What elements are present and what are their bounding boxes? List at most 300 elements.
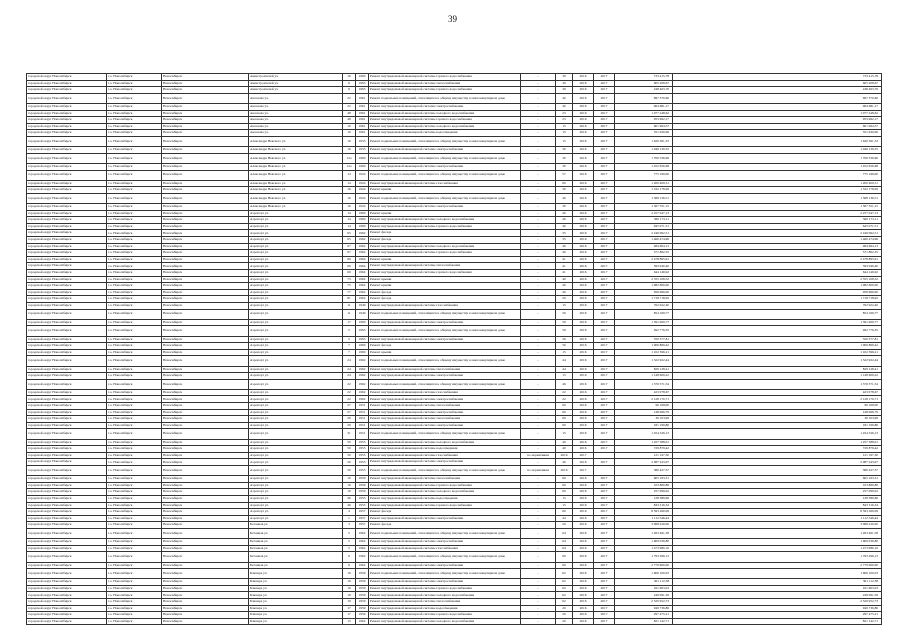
end-year-cell: 2017 (594, 170, 615, 180)
table-row (27, 180, 882, 187)
street-cell: Бетонная ул. (249, 562, 343, 569)
work-type-cell: Ремонт внутридомовой инженерной системы холодного водоснабжения (369, 217, 521, 224)
house-cell: 19 (343, 585, 356, 592)
start-year-cell: 2016 (573, 123, 594, 130)
street-cell: Аэропорт ул. (249, 276, 343, 283)
house-cell: 77 (343, 289, 356, 296)
year-cell: 1959 (356, 592, 369, 599)
start-year-cell: 2016 (573, 136, 594, 146)
start-year-cell: 2016 (573, 476, 594, 483)
method-cell: - (521, 217, 556, 224)
locality-cell: Новосибирск (162, 147, 249, 154)
locality-cell: Новосибирск (162, 515, 249, 522)
city-cell: г.о. Новосибирск (107, 74, 162, 81)
cost-cell: 257 099,02 (615, 489, 673, 496)
year-cell: 1962 (356, 379, 369, 389)
count-cell: 56 (556, 326, 573, 336)
count-cell: 62 (556, 585, 573, 592)
locality-cell: Новосибирск (162, 612, 249, 619)
cost-cell: 1 567 351,15 (615, 204, 673, 211)
cost-cell: 821 142,71 (615, 618, 673, 625)
table-row (27, 74, 882, 81)
start-year-cell: 2016 (573, 343, 594, 350)
house-cell: 67 (343, 250, 356, 257)
year-cell: 1961 (356, 93, 369, 103)
street-cell: Аэропорт ул. (249, 446, 343, 453)
total-cost-cell: 644 146,92 (673, 270, 882, 277)
locality-cell: Новосибирск (162, 123, 249, 130)
method-cell: - (521, 153, 556, 163)
start-year-cell: 2016 (573, 489, 594, 496)
okrug-cell: городской округ Новосибирск (27, 283, 107, 290)
end-year-cell: 2017 (594, 276, 615, 283)
count-cell: 41 (556, 263, 573, 270)
total-cost-cell: 1 332 178,09 (673, 187, 882, 194)
street-cell: Блюхера ул. (249, 605, 343, 612)
year-cell: 1964 (356, 256, 369, 263)
work-type-cell: Ремонт внутридомовой инженерной системы электроснабжения (369, 147, 521, 154)
total-cost-cell: 128 389,66 (673, 495, 882, 502)
house-cell: 27 (343, 409, 356, 416)
house-cell: 15 (343, 618, 356, 625)
house-cell: 22 (343, 103, 356, 110)
work-type-cell: Ремонт фасада (369, 230, 521, 237)
total-cost-cell: 1 609 036,80 (673, 539, 882, 546)
method-cell: - (521, 389, 556, 396)
year-cell: 1951 (356, 422, 369, 429)
okrug-cell: городской округ Новосибирск (27, 459, 107, 466)
start-year-cell: 2016 (573, 103, 594, 110)
total-cost-cell: 1 368 136,51 (673, 193, 882, 203)
locality-cell: Новосибирск (162, 204, 249, 211)
street-cell: Аэропорт ул. (249, 309, 343, 319)
cost-cell: 956 966,00 (615, 289, 673, 296)
city-cell: г.о. Новосибирск (107, 163, 162, 170)
method-cell: по нормативам (521, 452, 556, 459)
okrug-cell: городской округ Новосибирск (27, 276, 107, 283)
work-type-cell: Ремонт внутридомовой инженерной системы газоснабжения (369, 302, 521, 309)
city-cell: г.о. Новосибирск (107, 422, 162, 429)
end-year-cell: 2017 (594, 439, 615, 446)
city-cell: г.о. Новосибирск (107, 373, 162, 380)
year-cell: 1963 (356, 87, 369, 94)
street-cell: Аэропорт ул. (249, 459, 343, 466)
city-cell: г.о. Новосибирск (107, 170, 162, 180)
house-cell: 27 (343, 403, 356, 410)
total-cost-cell: 593 040,40 (673, 263, 882, 270)
table-row (27, 366, 882, 373)
count-cell: 15 (556, 302, 573, 309)
city-cell: г.о. Новосибирск (107, 153, 162, 163)
work-type-cell: Ремонт подвальных помещений, относящихся к общему имуществу в многоквартирном доме (369, 309, 521, 319)
method-cell: - (521, 422, 556, 429)
count-cell: 40 (556, 250, 573, 257)
start-year-cell: 2016 (573, 592, 594, 599)
method-cell: - (521, 193, 556, 203)
year-cell: 1960 (356, 210, 369, 217)
cost-cell: 762 922,40 (615, 302, 673, 309)
total-cost-cell: 1 906 869,42 (673, 343, 882, 350)
street-cell: Аэропорт ул. (249, 373, 343, 380)
table-row (27, 87, 882, 94)
cost-cell: 1 322 922,44 (615, 356, 673, 366)
house-cell: 1 (343, 515, 356, 522)
count-cell: 44 (556, 515, 573, 522)
okrug-cell: городской округ Новосибирск (27, 210, 107, 217)
house-cell: 22 (343, 93, 356, 103)
total-cost-cell: 1 452 656,68 (673, 163, 882, 170)
table-row (27, 217, 882, 224)
total-cost-cell: 645 071,51 (673, 223, 882, 230)
locality-cell: Новосибирск (162, 502, 249, 509)
start-year-cell: 2016 (573, 389, 594, 396)
start-year-cell: 2016 (573, 223, 594, 230)
page-number: 39 (448, 14, 457, 24)
cost-cell: 964 681,17 (615, 103, 673, 110)
house-cell: 31 (343, 429, 356, 439)
work-type-cell: Ремонт внутридомовой инженерной системы теплоснабжения (369, 599, 521, 606)
start-year-cell: 2016 (573, 539, 594, 546)
cost-cell: 1 046 139,35 (615, 147, 673, 154)
end-year-cell: 2017 (594, 180, 615, 187)
start-year-cell: 2016 (573, 502, 594, 509)
street-cell: Аэропорт ул. (249, 403, 343, 410)
locality-cell: Новосибирск (162, 522, 249, 529)
end-year-cell: 2017 (594, 80, 615, 87)
total-cost-cell: 2 087 243,07 (673, 459, 882, 466)
count-cell: 23 (556, 110, 573, 117)
start-year-cell: 2016 (573, 528, 594, 538)
cost-cell: 181 199,86 (615, 422, 673, 429)
total-cost-cell: 361 112,38 (673, 579, 882, 586)
cost-cell: 843 316,34 (615, 502, 673, 509)
work-type-cell: Ремонт подвальных помещений, относящихся к общему имуществу в многоквартирном доме (369, 552, 521, 562)
okrug-cell: городской округ Новосибирск (27, 243, 107, 250)
year-cell: 1961 (356, 103, 369, 110)
locality-cell: Новосибирск (162, 283, 249, 290)
method-cell: - (521, 605, 556, 612)
total-cost-cell: 697 370,60 (673, 93, 882, 103)
year-cell: 1955 (356, 466, 369, 476)
table-row (27, 618, 882, 625)
locality-cell: Новосибирск (162, 80, 249, 87)
total-cost-cell: 560 173,11 (673, 217, 882, 224)
street-cell: Аэропорт ул. (249, 289, 343, 296)
end-year-cell: 2017 (594, 74, 615, 81)
city-cell: г.о. Новосибирск (107, 482, 162, 489)
method-cell: - (521, 136, 556, 146)
method-cell: - (521, 230, 556, 237)
year-cell: 1959 (356, 482, 369, 489)
work-type-cell: Ремонт внутридомовой инженерной системы горячего водоснабжения (369, 87, 521, 94)
year-cell: 1961 (356, 117, 369, 124)
count-cell: 56 (556, 343, 573, 350)
total-cost-cell: 8 593 260,09 (673, 509, 882, 516)
locality-cell: Новосибирск (162, 180, 249, 187)
total-cost-cell: 821 142,71 (673, 618, 882, 625)
cost-cell: 605 208,67 (615, 80, 673, 87)
okrug-cell: городской округ Новосибирск (27, 446, 107, 453)
end-year-cell: 2017 (594, 243, 615, 250)
end-year-cell: 2017 (594, 193, 615, 203)
street-cell: Аэропорт ул. (249, 482, 343, 489)
start-year-cell: 2016 (573, 336, 594, 343)
method-cell: - (521, 439, 556, 446)
year-cell: 1959 (356, 476, 369, 483)
locality-cell: Новосибирск (162, 276, 249, 283)
table-row (27, 599, 882, 606)
start-year-cell: 2016 (573, 599, 594, 606)
street-cell: Аксенова ул. (249, 110, 343, 117)
method-cell: - (521, 403, 556, 410)
table-row (27, 562, 882, 569)
year-cell: 1962 (356, 230, 369, 237)
street-cell: Александра Невского ул. (249, 180, 343, 187)
end-year-cell: 2017 (594, 569, 615, 579)
count-cell: 30 (556, 187, 573, 194)
house-cell: 22 (343, 379, 356, 389)
start-year-cell: 2016 (573, 217, 594, 224)
house-cell: 22 (343, 389, 356, 396)
locality-cell: Новосибирск (162, 117, 249, 124)
count-cell: 62 (556, 592, 573, 599)
end-year-cell: 2017 (594, 296, 615, 303)
okrug-cell: городской округ Новосибирск (27, 618, 107, 625)
cost-cell: 953 962,17 (615, 117, 673, 124)
cost-cell: 1 906 869,42 (615, 343, 673, 350)
total-cost-cell: 949 736,86 (673, 605, 882, 612)
total-cost-cell: 953 962,17 (673, 117, 882, 124)
city-cell: г.о. Новосибирск (107, 250, 162, 257)
okrug-cell: городской округ Новосибирск (27, 147, 107, 154)
work-type-cell: Ремонт внутридомовой инженерной системы теплоснабжения (369, 366, 521, 373)
okrug-cell: городской округ Новосибирск (27, 123, 107, 130)
city-cell: г.о. Новосибирск (107, 349, 162, 356)
house-cell: 10 (343, 136, 356, 146)
table-row (27, 289, 882, 296)
okrug-cell: городской округ Новосибирск (27, 502, 107, 509)
work-type-cell: Ремонт внутридомовой инженерной системы электроснабжения (369, 562, 521, 569)
house-cell: 69 (343, 270, 356, 277)
locality-cell: Новосибирск (162, 569, 249, 579)
street-cell: Аэропорт ул. (249, 283, 343, 290)
street-cell: Аэропорт ул. (249, 379, 343, 389)
okrug-cell: городской округ Новосибирск (27, 110, 107, 117)
end-year-cell: 2017 (594, 409, 615, 416)
house-cell: 10 (343, 147, 356, 154)
street-cell: Аэропорт ул. (249, 319, 343, 326)
year-cell: 1935 (356, 136, 369, 146)
house-cell: 50 (343, 452, 356, 459)
city-cell: г.о. Новосибирск (107, 204, 162, 211)
city-cell: г.о. Новосибирск (107, 270, 162, 277)
year-cell: 1955 (356, 459, 369, 466)
total-cost-cell: 1 473 980,16 (673, 545, 882, 552)
locality-cell: Новосибирск (162, 379, 249, 389)
count-cell: 15 (556, 136, 573, 146)
start-year-cell: 2016 (573, 422, 594, 429)
count-cell: 46 (556, 379, 573, 389)
locality-cell: Новосибирск (162, 599, 249, 606)
street-cell: Аэропорт ул. (249, 223, 343, 230)
year-cell: 1959 (356, 605, 369, 612)
cost-cell: 1 718 718,92 (615, 296, 673, 303)
city-cell: г.о. Новосибирск (107, 403, 162, 410)
cost-cell: 1 706 336,96 (615, 153, 673, 163)
work-type-cell: Ремонт внутридомовой инженерной системы газоснабжения (369, 452, 521, 459)
method-cell: - (521, 210, 556, 217)
okrug-cell: городской округ Новосибирск (27, 250, 107, 257)
locality-cell: Новосибирск (162, 250, 249, 257)
total-cost-cell: 729 879,42 (673, 446, 882, 453)
house-cell: 11 (343, 309, 356, 319)
year-cell: 1962 (356, 366, 369, 373)
start-year-cell: 2016 (573, 509, 594, 516)
street-cell: Бетонная ул. (249, 522, 343, 529)
count-cell: 41 (556, 270, 573, 277)
count-cell: 15 (556, 373, 573, 380)
start-year-cell: 2016 (573, 605, 594, 612)
total-cost-cell: 103 860,89 (673, 482, 882, 489)
table-row (27, 539, 882, 546)
year-cell: 1924 (356, 193, 369, 203)
cost-cell: 249 091,59 (615, 592, 673, 599)
street-cell: Аэропорт ул. (249, 336, 343, 343)
end-year-cell: 2017 (594, 336, 615, 343)
okrug-cell: городской округ Новосибирск (27, 319, 107, 326)
total-cost-cell: 350 377,81 (673, 336, 882, 343)
street-cell: Бетонная ул. (249, 545, 343, 552)
city-cell: г.о. Новосибирск (107, 592, 162, 599)
city-cell: г.о. Новосибирск (107, 416, 162, 423)
house-cell: 9 (343, 562, 356, 569)
cost-cell: 1 473 980,16 (615, 545, 673, 552)
start-year-cell: 2016 (573, 250, 594, 257)
count-cell: 44 (556, 356, 573, 366)
start-year-cell: 2016 (573, 545, 594, 552)
okrug-cell: городской округ Новосибирск (27, 230, 107, 237)
start-year-cell: 2016 (573, 482, 594, 489)
city-cell: г.о. Новосибирск (107, 93, 162, 103)
year-cell: 1960 (356, 319, 369, 326)
table-row (27, 283, 882, 290)
start-year-cell: 2016 (573, 276, 594, 283)
okrug-cell: городской округ Новосибирск (27, 403, 107, 410)
street-cell: Аэропорт ул. (249, 296, 343, 303)
work-type-cell: Ремонт внутридомовой инженерной системы холодного водоснабжения (369, 110, 521, 117)
table-body (27, 74, 882, 625)
method-cell: - (521, 187, 556, 194)
cost-cell: 1 263 461,58 (615, 528, 673, 538)
total-cost-cell: 1 982 600,00 (673, 283, 882, 290)
cost-cell: 351 630,06 (615, 130, 673, 137)
end-year-cell: 2017 (594, 103, 615, 110)
total-cost-cell: 423 078,67 (673, 389, 882, 396)
year-cell: 1964 (356, 270, 369, 277)
house-cell: 5 (343, 539, 356, 546)
work-type-cell: Ремонт внутридомовой инженерной системы водоотведения (369, 130, 521, 137)
locality-cell: Новосибирск (162, 592, 249, 599)
street-cell: Аэропорт ул. (249, 509, 343, 516)
street-cell: Авиастроителей ул. (249, 74, 343, 81)
cost-cell: 2 257 047,13 (615, 210, 673, 217)
street-cell: Блюхера ул. (249, 592, 343, 599)
street-cell: Аксенова ул. (249, 117, 343, 124)
city-cell: г.о. Новосибирск (107, 193, 162, 203)
count-cell: 40 (556, 459, 573, 466)
locality-cell: Новосибирск (162, 416, 249, 423)
end-year-cell: 2017 (594, 545, 615, 552)
year-cell: 1955 (356, 439, 369, 446)
house-cell: 50 (343, 459, 356, 466)
count-cell: 62 (556, 579, 573, 586)
total-cost-cell: 249 091,59 (673, 592, 882, 599)
start-year-cell: 2016 (573, 93, 594, 103)
okrug-cell: городской округ Новосибирск (27, 379, 107, 389)
end-year-cell: 2017 (594, 223, 615, 230)
method-cell: - (521, 276, 556, 283)
count-cell: 40 (556, 289, 573, 296)
okrug-cell: городской округ Новосибирск (27, 204, 107, 211)
method-cell: - (521, 612, 556, 619)
cost-cell: 492 776,35 (615, 326, 673, 336)
locality-cell: Новосибирск (162, 403, 249, 410)
start-year-cell: 2016 (573, 562, 594, 569)
total-cost-cell: 1 391 009,77 (673, 319, 882, 326)
locality-cell: Новосибирск (162, 263, 249, 270)
street-cell: Аэропорт ул. (249, 263, 343, 270)
end-year-cell: 2017 (594, 147, 615, 154)
end-year-cell: 2017 (594, 502, 615, 509)
count-cell: 44 (556, 366, 573, 373)
city-cell: г.о. Новосибирск (107, 528, 162, 538)
year-cell: 1962 (356, 356, 369, 366)
house-cell: 75 (343, 283, 356, 290)
year-cell: 1962 (356, 539, 369, 546)
city-cell: г.о. Новосибирск (107, 147, 162, 154)
count-cell: 22 (556, 396, 573, 403)
locality-cell: Новосибирск (162, 187, 249, 194)
city-cell: г.о. Новосибирск (107, 366, 162, 373)
okrug-cell: городской округ Новосибирск (27, 509, 107, 516)
end-year-cell: 2017 (594, 592, 615, 599)
city-cell: г.о. Новосибирск (107, 489, 162, 496)
table-row (27, 163, 882, 170)
okrug-cell: городской округ Новосибирск (27, 585, 107, 592)
year-cell: 1959 (356, 599, 369, 606)
method-cell: - (521, 502, 556, 509)
year-cell: 1964 (356, 263, 369, 270)
count-cell: 56 (556, 336, 573, 343)
end-year-cell: 2017 (594, 237, 615, 244)
year-cell: 1960 (356, 153, 369, 163)
start-year-cell: 2016 (573, 409, 594, 416)
total-cost-cell: 762 922,40 (673, 302, 882, 309)
year-cell: 1963 (356, 336, 369, 343)
end-year-cell: 2017 (594, 130, 615, 137)
start-year-cell: 2016 (573, 416, 594, 423)
method-cell: - (521, 336, 556, 343)
count-cell: 39 (556, 74, 573, 81)
end-year-cell: 2017 (594, 539, 615, 546)
total-cost-cell: 956 966,00 (673, 289, 882, 296)
house-cell: 17 (343, 605, 356, 612)
street-cell: Бетонная ул. (249, 539, 343, 546)
table-row (27, 80, 882, 87)
city-cell: г.о. Новосибирск (107, 552, 162, 562)
work-type-cell: Ремонт подвальных помещений, относящихся к общему имуществу в многоквартирном доме (369, 356, 521, 366)
okrug-cell: городской округ Новосибирск (27, 569, 107, 579)
